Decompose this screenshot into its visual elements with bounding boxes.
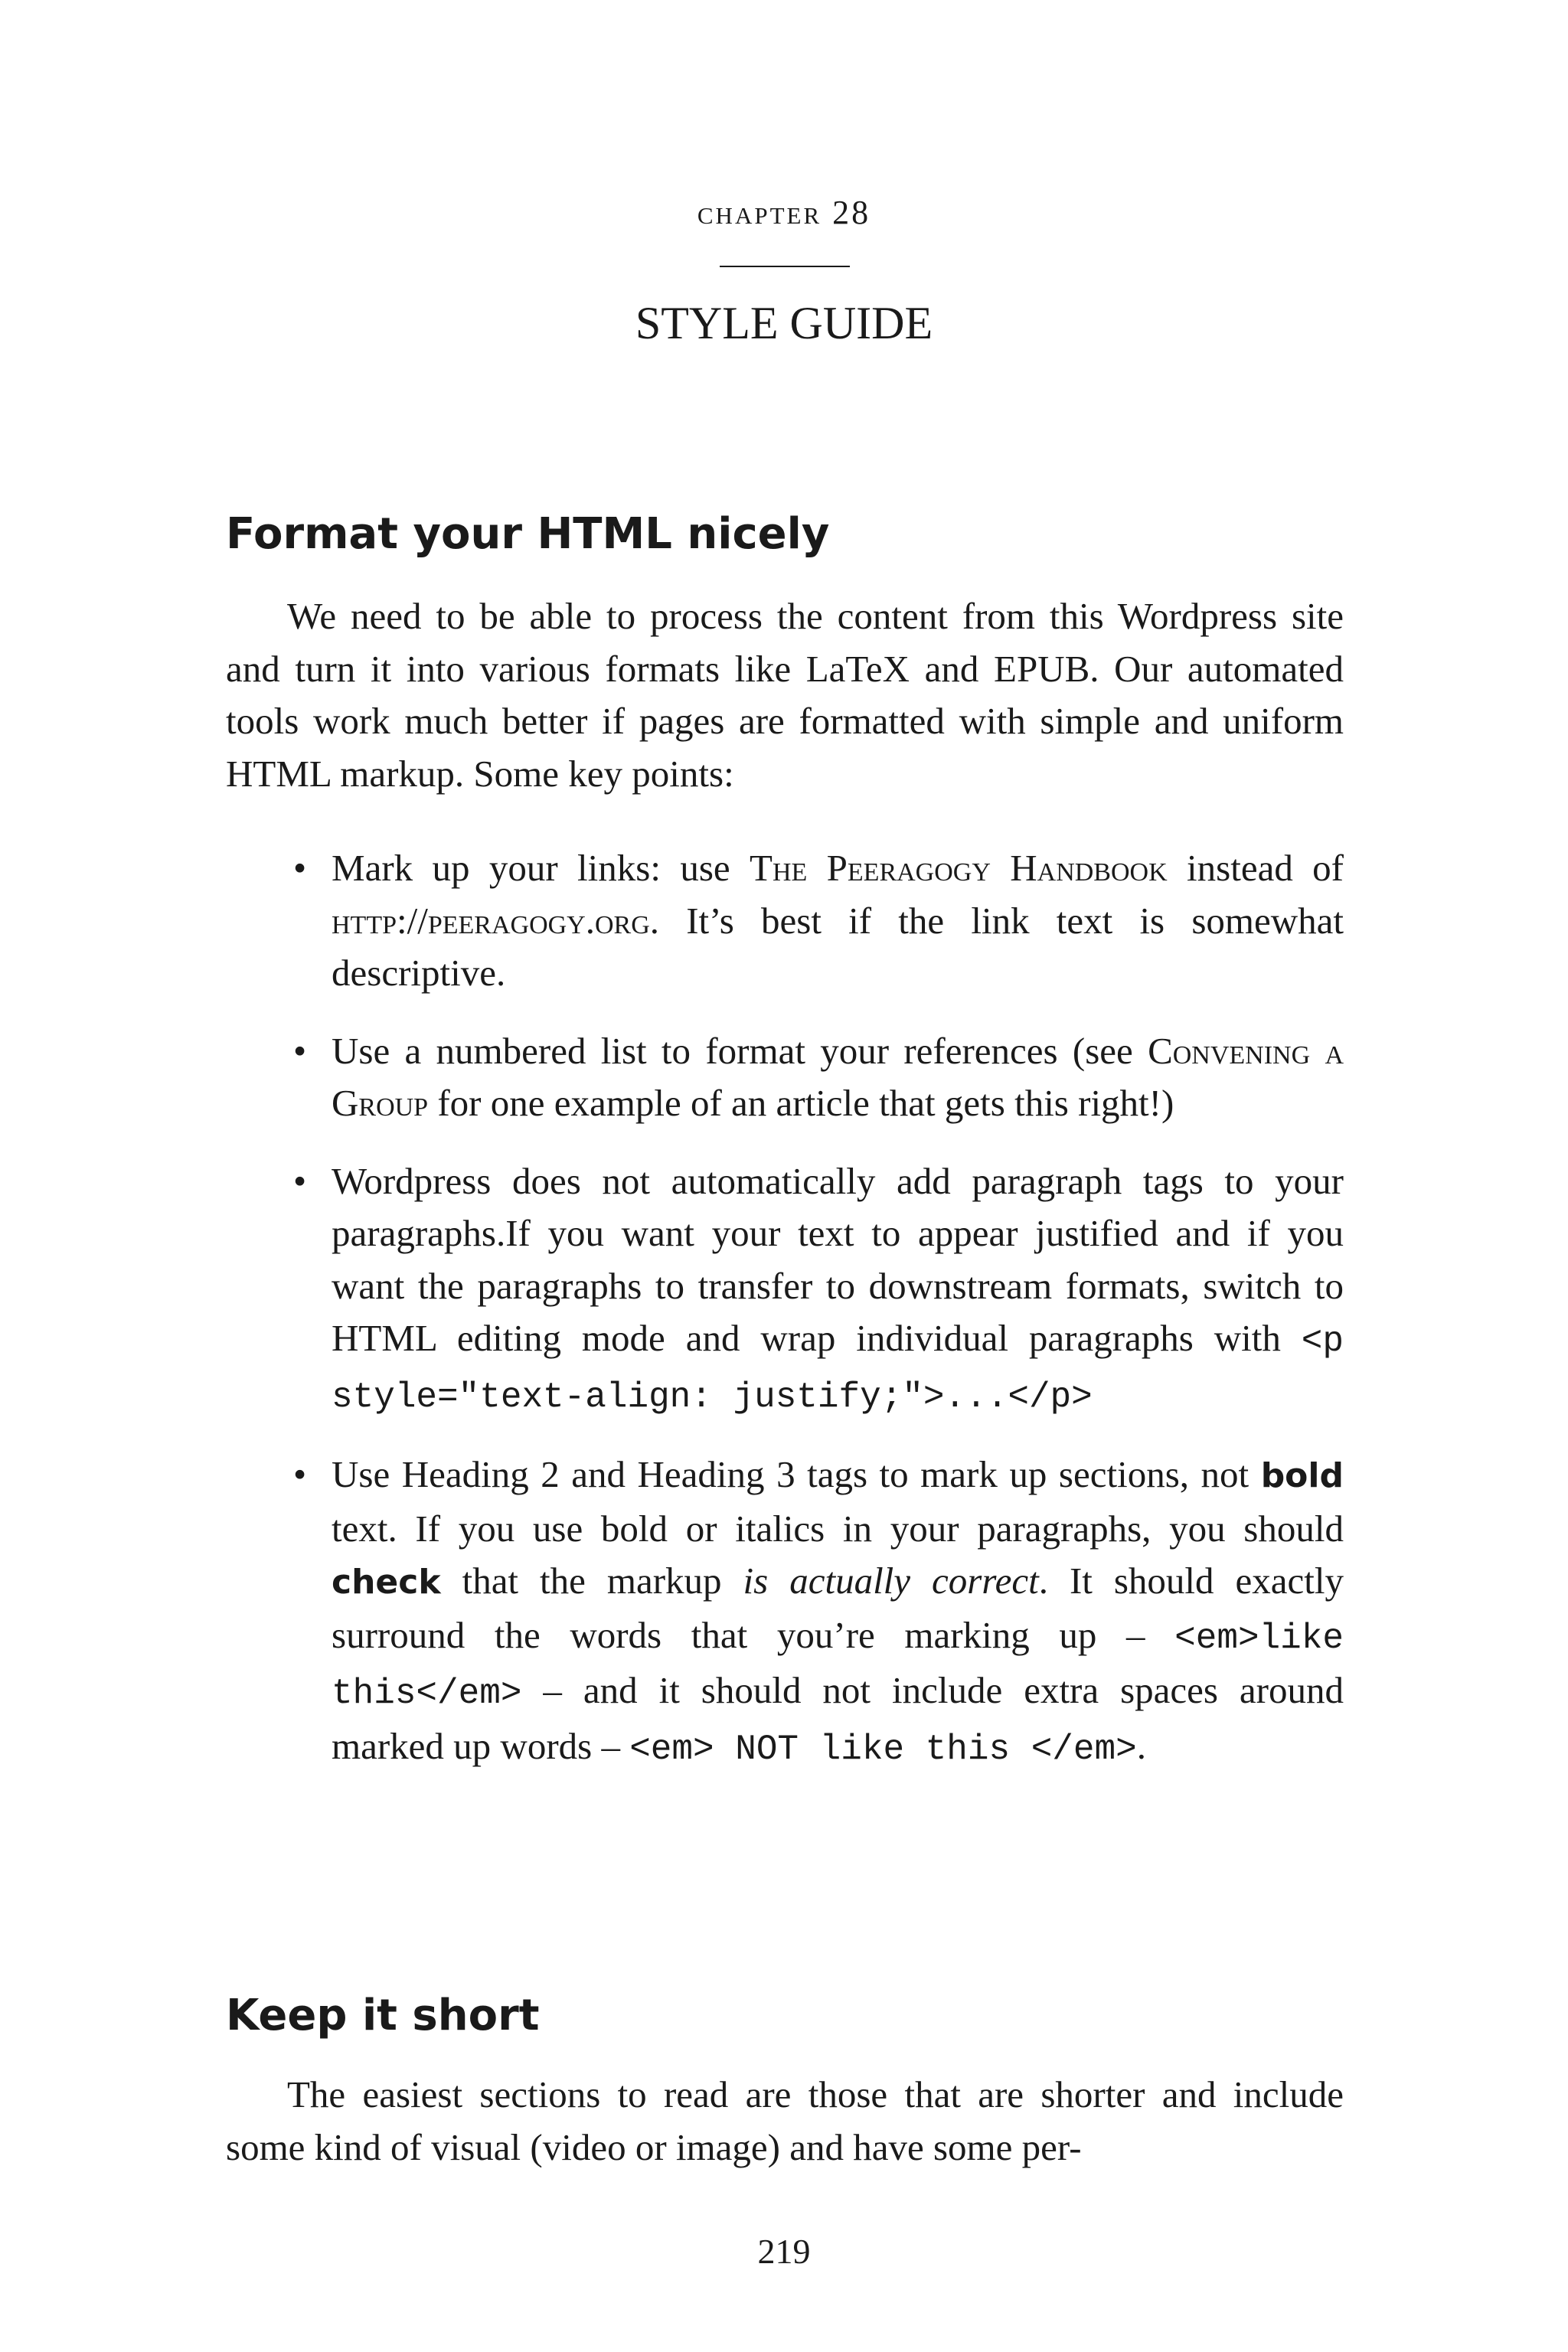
list-text: . It’s best if the link text is somewhat descriptive. <box>332 899 1344 994</box>
list-text: . It should exactly surround the words that you’re marking up – <box>332 1560 1344 1656</box>
list-text: Wordpress does not automatically add paragraph tags to your paragraphs.If you want your text to appear justified and if you want the paragraphs to transfer to downstream formats, switch to HTML editing mode and wrap individual paragraphs with <box>332 1159 1344 1359</box>
section-paragraph: The easiest sections to read are those that are shorter and include some kind of visual (video or image) and have some per- <box>226 2073 1344 2168</box>
list-item <box>226 842 1344 1000</box>
key-points-list <box>226 842 1344 1801</box>
section-heading-format-html: Format your HTML nicely <box>226 509 830 559</box>
code-snippet: <em> NOT like this </em> <box>629 1729 1137 1769</box>
bullet-icon: • <box>293 1453 307 1495</box>
link-peeragogy-url[interactable]: http://peeragogy.org <box>332 899 650 942</box>
bullet-icon: • <box>293 847 307 889</box>
list-text: text. If you use bold or italics in your paragraphs, you should <box>332 1507 1344 1550</box>
list-text: for one example of an article that gets this right!) <box>428 1082 1174 1124</box>
link-convening-a-group[interactable]: Convening a Group <box>332 1029 1344 1124</box>
list-item <box>226 1155 1344 1424</box>
list-text: . <box>1136 1724 1146 1767</box>
bold-word: check <box>332 1563 441 1602</box>
list-text: Use a numbered list to format your references (see <box>332 1029 1148 1072</box>
chapter-label: chapter 28 <box>697 194 871 231</box>
italic-phrase: is actually correct <box>743 1560 1039 1602</box>
list-item <box>226 1449 1344 1775</box>
list-text: Mark up your links: use <box>332 847 750 889</box>
section-paragraph: We need to be able to process the content from this Wordpress site and turn it into various formats like LaTeX and EPUB. Our automated tools work much better if pages are formatted with simple and uniform HTML markup. Some key points: <box>226 595 1344 795</box>
link-peeragogy-handbook[interactable]: The Peeragogy Handbook <box>750 847 1168 889</box>
list-text: Use Heading 2 and Heading 3 tags to mark up sections, not <box>332 1453 1261 1495</box>
list-text: – and it should not include extra spaces around marked up words – <box>332 1669 1344 1767</box>
chapter-title: STYLE GUIDE <box>635 298 933 348</box>
code-snippet: <p style="text-align: justify;">...</p> <box>332 1321 1344 1417</box>
bullet-icon: • <box>293 1159 307 1202</box>
chapter-rule <box>720 266 850 267</box>
page-number: 219 <box>757 2232 811 2271</box>
list-item <box>226 1025 1344 1130</box>
list-text: instead of <box>1167 847 1344 889</box>
code-snippet: <em>like this</em> <box>332 1618 1344 1713</box>
bullet-icon: • <box>293 1029 307 1072</box>
list-text: that the markup <box>440 1560 743 1602</box>
bold-word: bold <box>1260 1456 1344 1495</box>
section-heading-keep-it-short: Keep it short <box>226 1991 540 2040</box>
